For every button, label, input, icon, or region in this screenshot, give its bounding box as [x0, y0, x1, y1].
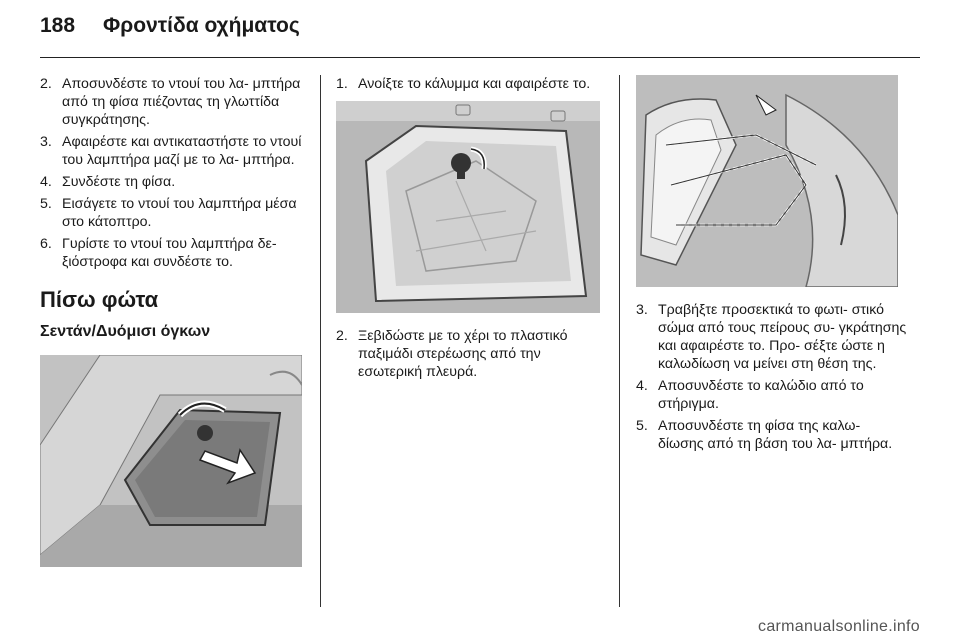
steps-list-col2-bottom	[336, 327, 606, 381]
page-title: Φροντίδα οχήματος	[103, 14, 300, 37]
column-divider-2	[619, 75, 620, 607]
list-item: 5. Εισάγετε το ντουί του λαμπτήρα μέσα στο κάτοπτρο.	[40, 196, 297, 230]
header-divider	[40, 57, 920, 58]
list-item: 2. Αποσυνδέστε το ντουί του λα- μπτήρα από τη φίσα πιέζοντας τη γλωττίδα συγκράτησης.	[40, 76, 301, 128]
steps-list-col1	[40, 75, 308, 271]
subsection-title: Σεντάν/Δυόμισι όγκων	[40, 323, 211, 340]
column-3	[636, 75, 908, 457]
list-item: 2. Ξεβιδώστε με το χέρι το πλαστικό παξιμάδι στερέωσης από την εσωτερική πλευρά.	[336, 328, 568, 380]
illustration-trunk-cover	[40, 355, 302, 567]
list-item: 4. Συνδέστε τη φίσα.	[40, 174, 176, 190]
page-header	[40, 14, 300, 54]
illustration-tail-light-removal	[636, 75, 898, 287]
steps-list-col2-top	[336, 75, 606, 93]
list-item: 4. Αποσυνδέστε το καλώδιο από το στήριγμα.	[636, 378, 864, 412]
column-divider-1	[320, 75, 321, 607]
watermark: carmanualsonline.info	[758, 618, 920, 635]
list-item: 5. Αποσυνδέστε τη φίσα της καλω- δίωσης από τη βάση του λα- μπτήρα.	[636, 418, 893, 452]
page-number: 188	[40, 14, 76, 37]
list-item: 3. Τραβήξτε προσεκτικά το φωτι- στικό σώμα από τους πείρους συ- γκράτησης και αφαιρέστε το. Προ- σέξτε ώστε η καλωδίωση να μείνει στη θέση της.	[636, 302, 907, 372]
list-item: 1. Ανοίξτε το κάλυμμα και αφαιρέστε το.	[336, 76, 591, 92]
list-item: 6. Γυρίστε το ντουί του λαμπτήρα δε- ξιόστροφα και συνδέστε το.	[40, 236, 277, 270]
column-2	[336, 75, 606, 385]
section-title: Πίσω φώτα	[40, 287, 159, 312]
steps-list-col3	[636, 301, 908, 453]
column-1	[40, 75, 308, 567]
list-item: 3. Αφαιρέστε και αντικαταστήστε το ντουί του λαμπτήρα μαζί με το λα- μπτήρα.	[40, 134, 302, 168]
illustration-plastic-nut	[336, 101, 600, 313]
